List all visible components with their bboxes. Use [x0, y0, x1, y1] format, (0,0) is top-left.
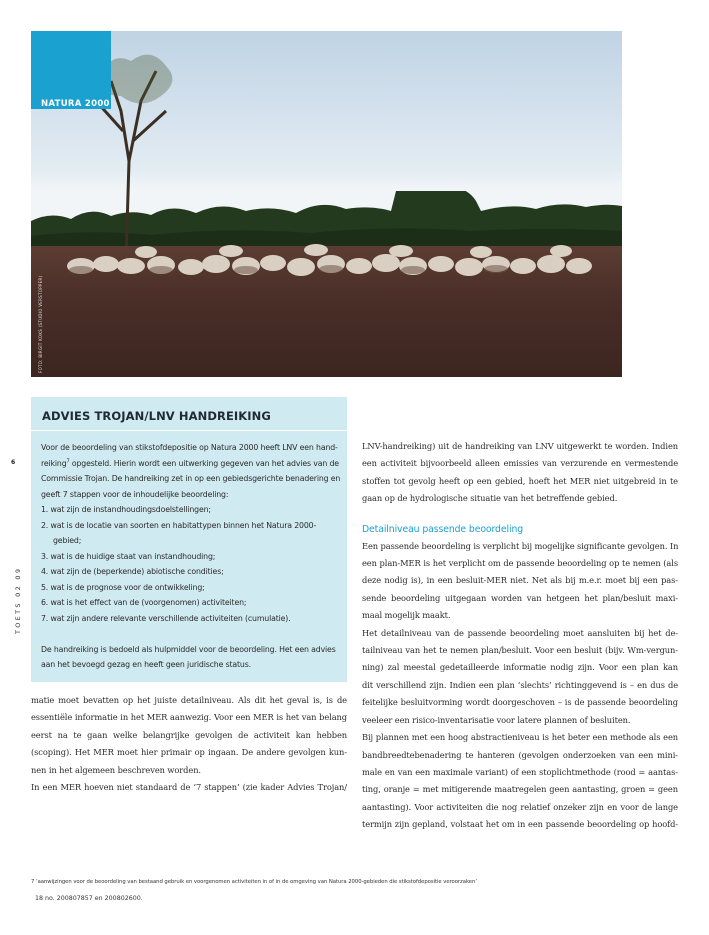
- step-item: 5. wat is de prognose voor de ontwikkeling;: [41, 582, 205, 592]
- box-closing-line: De handreiking is bedoeld als hulpmiddel voor de beoordeling. Het een advies: [41, 644, 336, 654]
- text-line: sende beoordeling uitgegaan worden van hetgeen het plan/besluit maxi-: [362, 592, 678, 603]
- text-line: stoffen tot gevolg heeft op een gebied, hoeft het MER niet uitgebreid in te: [362, 475, 678, 486]
- step-item: 7. wat zijn andere relevante verschillende activiteiten (cumulatie).: [41, 613, 291, 623]
- step-item: 1. wat zijn de instandhoudingsdoelstellingen;: [41, 505, 211, 514]
- text-line: aantasting). Voor activiteiten die nog relatief onzeker zijn en voor de lange: [362, 801, 678, 812]
- sheep-flock: [51, 236, 611, 291]
- photo-credit: FOTO: BIRGIT KOKS (STUDIO VERSTOPPER): [38, 275, 43, 373]
- text-line: gaan op de hydrologische situatie van het betreffende gebied.: [362, 493, 618, 504]
- text-line: essentiële informatie in het MER aanwezig. Voor een MER is het van belang: [31, 712, 347, 723]
- step-item: 4. wat zijn de (beperkende) abiotische condities;: [41, 567, 224, 576]
- text-line: dit verschillend zijn. Indien een plan ‘slechts’ richtinggevend is – en dus de: [362, 679, 678, 690]
- text-line: een plan-MER is het verplicht om de passende beoordeling op te nemen (als: [362, 558, 678, 569]
- left-column: [31, 692, 347, 796]
- text-line: deze nodig is), in een besluit-MER niet. Net als bij m.e.r. moet bij een pas-: [362, 575, 678, 586]
- text-line: Het detailniveau van de passende beoordeling moet aansluiten bij het de-: [362, 627, 678, 638]
- section-heading: Detailniveau passende beoordeling: [362, 523, 524, 535]
- text-line: In een MER hoeven niet standaard de ‘7 stappen’ (zie kader Advies Trojan/: [31, 782, 347, 793]
- text-line: tailniveau van het te nemen plan/besluit. Voor een besluit (bijv. Wm-vergun-: [362, 645, 678, 656]
- text-line: Een passende beoordeling is verplicht bij mogelijke significante gevolgen. In: [362, 540, 679, 551]
- journal-mark: TOETS 02 09: [14, 566, 22, 634]
- section-label: NATURA 2000: [41, 99, 110, 109]
- footnote-ref: 7: [66, 457, 70, 464]
- text-line: veeleer een risico-inventarisatie voor latere plannen of besluiten.: [362, 714, 631, 725]
- text-line: maal mogelijk maakt.: [362, 610, 451, 621]
- text-line: matie moet bevatten op het juiste detailniveau. Als dit het geval is, is de: [31, 695, 347, 705]
- text-line: LNV-handreiking) uit de handreiking van LNV uitgewerkt te worden. Indien: [362, 441, 678, 451]
- box-intro-line: reiking$^7$ opgesteld. Hierin wordt een uitwerking gegeven van het advies van de: [41, 457, 339, 468]
- text-line: ning) zal meestal gedetailleerde informatie nodig zijn. Voor een plan kan: [362, 662, 678, 673]
- text-line: (scoping). Het MER moet hier primair op ingaan. De andere gevolgen kun-: [31, 747, 347, 758]
- right-column: [362, 438, 678, 834]
- header-photo: [31, 31, 622, 377]
- text-line: ting, oranje = met mitigerende maatregelen geen aantasting, groen = geen: [362, 784, 678, 795]
- text-line: nen in het algemeen beschreven worden.: [31, 764, 201, 775]
- text-line: bandbreedtebenadering te hanteren (gevolgen onderzoeken van een mini-: [362, 749, 678, 760]
- box-body: [41, 440, 341, 673]
- text-line: feitelijke besluitvorming wordt doorgeschoven – is de passende beoordeling: [362, 697, 678, 708]
- step-item-continuation: gebied;: [53, 536, 82, 545]
- sidebar-box: [31, 397, 347, 682]
- page-number: 6: [11, 459, 16, 466]
- box-divider: [31, 430, 347, 431]
- step-item: 2. wat is de locatie van soorten en habitattypen binnen het Natura 2000-: [41, 520, 317, 530]
- box-closing-line: aan het bevoegd gezag en heeft geen juridische status.: [41, 660, 251, 669]
- text-line: eerst na te gaan welke belangrijke gevolgen de activiteit kan hebben: [31, 729, 347, 740]
- box-intro-line: Commissie Trojan. De handreiking zet in op een gebiedsgerichte benadering en: [41, 474, 341, 483]
- text-line: Bij plannen met een hoog abstractieniveau is het beter een methode als een: [362, 732, 678, 743]
- step-item: 6. wat is het effect van de (voorgenomen) activiteiten;: [41, 598, 247, 607]
- box-intro-line: geeft 7 stappen voor de inhoudelijke beoordeling:: [41, 489, 229, 499]
- footnote: 7 ‘aanwijzingen voor de beoordeling van bestaand gebruik en voorgenomen activiteiten in of in de omgeving van Natura 2000-gebieden die stikstofdepositie veroorzaken’: [31, 879, 477, 885]
- box-intro-line: Voor de beoordeling van stikstofdepositie op Natura 2000 heeft LNV een hand-: [41, 443, 338, 452]
- step-item: 3. wat is de huidige staat van instandhouding;: [41, 551, 216, 561]
- text-line: male en van een maximale variant) of een stoplichtmethode (rood = aantas-: [362, 766, 678, 777]
- text-line: een activiteit bijvoorbeeld alleen emissies van verzurende en vermestende: [362, 458, 678, 469]
- footnote-reference: 18 no. 200807857 en 200802600.: [35, 895, 143, 902]
- section-tab: [31, 31, 111, 109]
- text-line: termijn zijn gepland, volstaat het om in een passende beoordeling op hoofd-: [362, 819, 678, 830]
- box-title: ADVIES TROJAN/LNV HANDREIKING: [42, 409, 271, 423]
